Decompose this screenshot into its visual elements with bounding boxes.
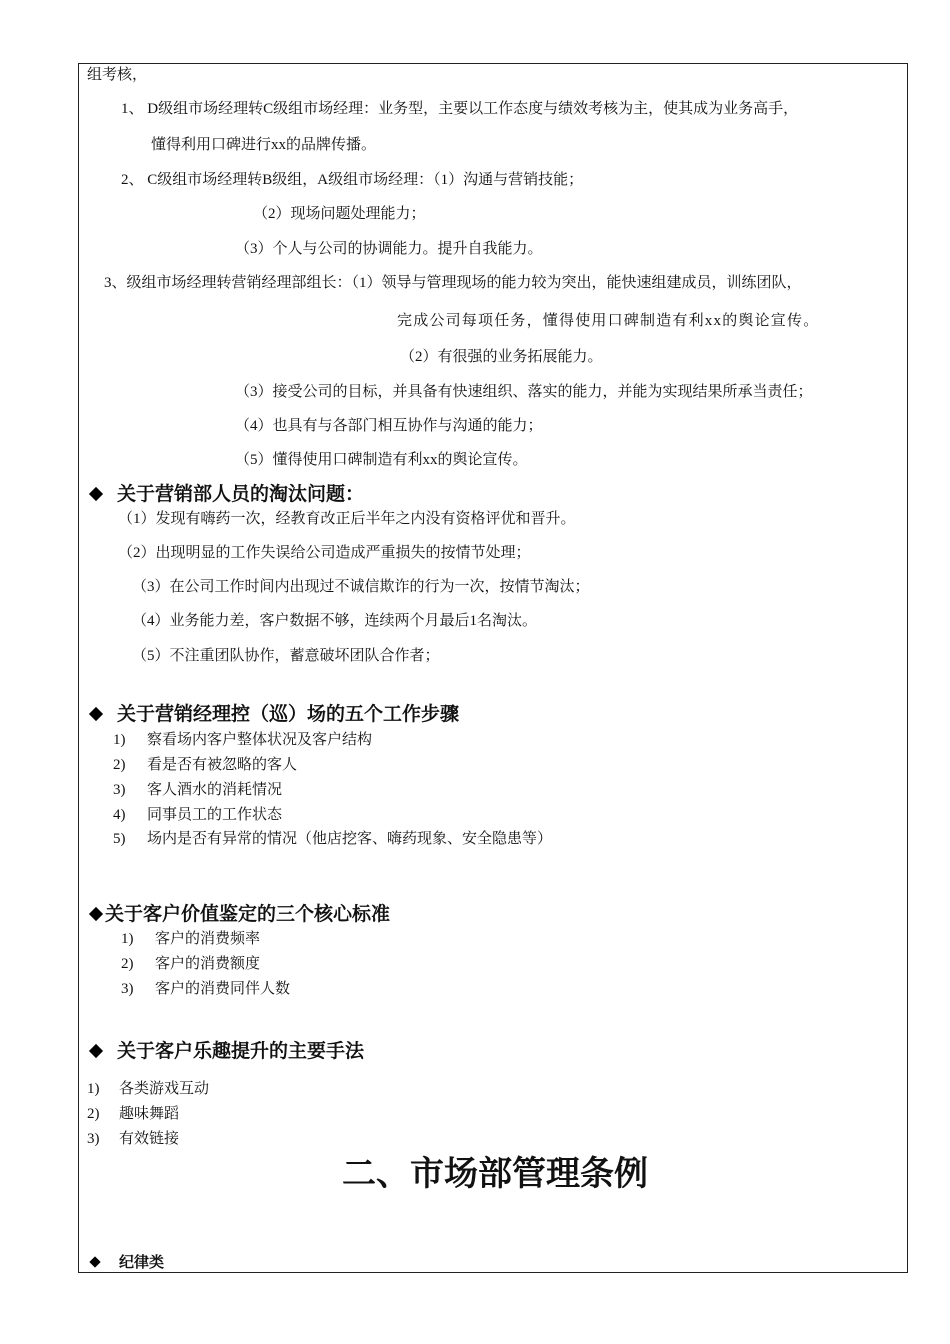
promo-p3-line2: 完成公司每项任务，懂得使用口碑制造有利xx的舆论宣传。 (397, 313, 820, 329)
promo-p2-line3: （3）个人与公司的协调能力。提升自我能力。 (235, 241, 543, 257)
list-item: 2) 客户的消费额度 (121, 956, 261, 972)
diamond-bullet-icon (89, 707, 103, 721)
promo-p3-line3: （2）有很强的业务拓展能力。 (400, 349, 603, 365)
promo-p3-line4: （3）接受公司的目标，并具备有快速组织、落实的能力，并能为实现结果所承当责任； (235, 384, 813, 400)
list-item: 1) 各类游戏互动 (87, 1081, 210, 1097)
diamond-bullet-icon (89, 487, 103, 501)
list-item: 2) 看是否有被忽略的客人 (113, 757, 298, 773)
intro-tail: 组考核， (87, 67, 148, 83)
promo-p2-line2: （2）现场问题处理能力； (253, 206, 426, 222)
diamond-bullet-icon (89, 907, 103, 921)
fun-heading: 关于客户乐趣提升的主要手法 (89, 1040, 364, 1062)
list-item: 2) 趣味舞蹈 (87, 1106, 180, 1122)
elimination-item-1: （1）发现有嗨药一次，经教育改正后半年之内没有资格评优和晋升。 (118, 511, 576, 527)
elimination-item-5: （5）不注重团队协作，蓄意破坏团队合作者； (132, 648, 440, 664)
diamond-bullet-icon (89, 1256, 101, 1268)
promo-p1-line2: 懂得利用口碑进行xx的品牌传播。 (151, 137, 377, 153)
diamond-bullet-icon (89, 1044, 103, 1058)
section-title: 二、市场部管理条例 (342, 1154, 648, 1194)
list-item: 3) 客人酒水的消耗情况 (113, 782, 283, 798)
list-item: 1) 察看场内客户整体状况及客户结构 (113, 732, 373, 748)
promo-p3-line1: 3、级组市场经理转营销经理部组长：（1）领导与管理现场的能力较为突出，能快速组建成员，训练团队， (104, 275, 802, 291)
list-item: 1) 客户的消费频率 (121, 931, 261, 947)
patrol-heading: 关于营销经理控（巡）场的五个工作步骤 (89, 703, 459, 725)
list-item: 5) 场内是否有异常的情况（他店挖客、嗨药现象、安全隐患等） (113, 831, 553, 847)
elimination-heading: 关于营销部人员的淘汰问题： (89, 483, 364, 505)
promo-p3-line6: （5）懂得使用口碑制造有利xx的舆论宣传。 (235, 452, 528, 468)
value-heading: 关于客户价值鉴定的三个核心标准 (89, 903, 390, 925)
elimination-item-3: （3）在公司工作时间内出现过不诚信欺诈的行为一次，按情节淘汰； (132, 579, 590, 595)
list-item: 3) 客户的消费同伴人数 (121, 981, 291, 997)
promo-p2-line1: 2、 C级组市场经理转B级组，A级组市场经理：（1）沟通与营销技能； (121, 172, 584, 188)
discipline-heading: 纪律类 (89, 1252, 164, 1272)
promo-p3-line5: （4）也具有与各部门相互协作与沟通的能力； (235, 418, 543, 434)
elimination-item-2: （2）出现明显的工作失误给公司造成严重损失的按情节处理； (118, 545, 531, 561)
promo-p1-line1: 1、 D级组市场经理转C级组市场经理：业务型，主要以工作态度与绩效考核为主，使其成为业务高手， (121, 101, 799, 117)
list-item: 4) 同事员工的工作状态 (113, 807, 283, 823)
list-item: 3) 有效链接 (87, 1131, 180, 1147)
elimination-item-4: （4）业务能力差，客户数据不够，连续两个月最后1名淘汰。 (132, 613, 538, 629)
